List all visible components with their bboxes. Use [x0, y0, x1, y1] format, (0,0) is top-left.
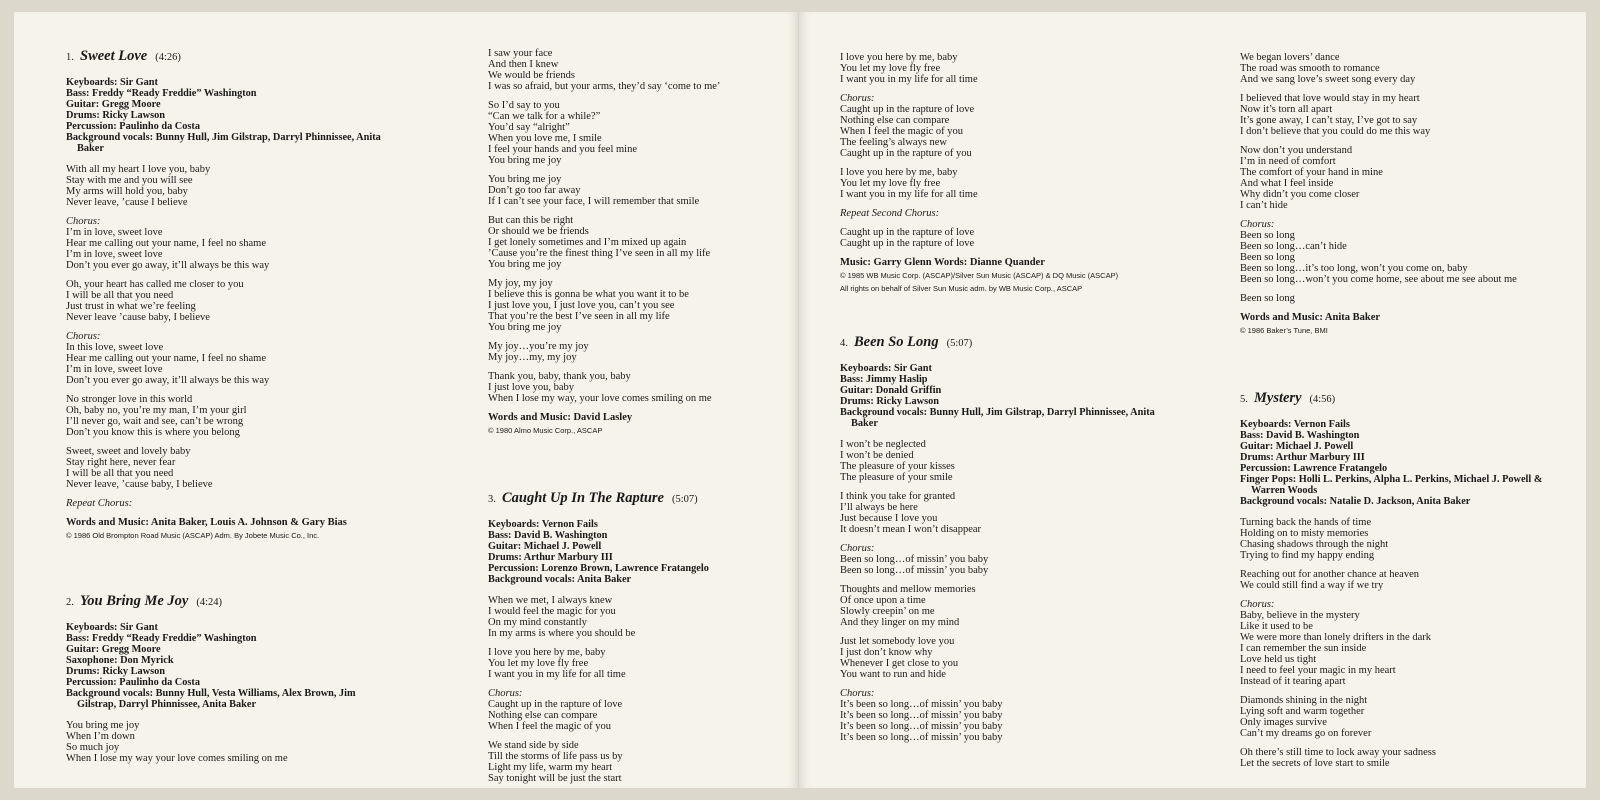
stanza — [66, 720, 396, 764]
credit-line: Percussion: Paulinho da Costa — [66, 121, 200, 132]
credit-line: Percussion: Lawrence Fratangelo — [1240, 463, 1388, 474]
song-header — [1240, 390, 1570, 407]
lyric-line: Stay right here, never fear — [66, 457, 176, 468]
stanza — [1240, 569, 1570, 591]
copyright-notice: All rights on behalf of Silver Sun Music adm. by WB Music Corp., ASCAP — [840, 284, 1083, 293]
lyric-line: I feel your hands and you feel mine — [488, 144, 637, 155]
song-title: You Bring Me Joy — [80, 593, 189, 609]
lyric-line: Never leave, ’cause I believe — [66, 197, 188, 208]
stanza — [1240, 52, 1570, 85]
credit-line: Guitar: Gregg Moore — [66, 644, 161, 655]
stanza — [1240, 93, 1570, 137]
lyric-line: I love you here by me, baby — [488, 647, 606, 658]
credit-line: Guitar: Gregg Moore — [66, 99, 161, 110]
credit-line: Background vocals: Bunny Hull, Jim Gilstrap, Darryl Phinnissee, Anita Baker — [66, 132, 381, 154]
song-header — [840, 334, 1170, 351]
credit-line: Background vocals: Bunny Hull, Jim Gilstrap, Darryl Phinnissee, Anita Baker — [840, 407, 1155, 429]
song-header — [66, 48, 396, 65]
lyric-line: When we met, I always knew — [488, 595, 613, 606]
column — [66, 48, 396, 778]
lyric-line: Reaching out for another chance at heaven — [1240, 569, 1419, 580]
stanza — [840, 208, 1170, 219]
lyric-line: Like it used to be — [1240, 621, 1313, 632]
lyric-line: ’Cause you’re the finest thing I’ve seen in all my life — [488, 248, 711, 259]
lyric-line: Caught up in the rapture of love — [488, 699, 623, 710]
lyric-line: It’s been so long…of missin’ you baby — [840, 710, 1003, 721]
lyric-line: Oh, baby no, you’re my man, I’m your girl — [66, 405, 247, 416]
lyric-line: Now it’s torn all apart — [1240, 104, 1333, 115]
stanza — [66, 216, 396, 271]
stanza — [488, 595, 799, 639]
stanza-label: Chorus: — [1240, 219, 1275, 230]
lyric-line: Hear me calling out your name, I feel no shame — [66, 353, 267, 364]
lyric-line: It doesn’t mean I won’t disappear — [840, 524, 982, 535]
stanza — [840, 543, 1170, 576]
lyric-line: I get lonely sometimes and I’m mixed up again — [488, 237, 687, 248]
lyric-line: “Can we talk for a while?” — [488, 111, 601, 122]
credit-line: Drums: Ricky Lawson — [66, 110, 165, 121]
lyric-line: That you’re the best I’ve seen in all my life — [488, 311, 670, 322]
lyric-line: It’s gone away, I can’t stay, I’ve got to say — [1240, 115, 1418, 126]
stanza — [840, 227, 1170, 249]
track-number: 5. — [1240, 394, 1248, 405]
lyric-line: Instead of it tearing apart — [1240, 676, 1346, 687]
lyric-line: I would feel the magic for you — [488, 606, 616, 617]
lyric-line: Whenever I get close to you — [840, 658, 959, 669]
lyric-line: I’m in love, sweet love — [66, 364, 163, 375]
lyric-line: The pleasure of your smile — [840, 472, 953, 483]
stanza-label: Chorus: — [840, 93, 875, 104]
stanza-label: Chorus: — [66, 331, 101, 342]
lyric-line: The feeling’s always new — [840, 137, 948, 148]
lyric-line: Slowly creepin’ on me — [840, 606, 935, 617]
credit-line: Keyboards: Sir Gant — [840, 363, 932, 374]
stanza-label: Repeat Second Chorus: — [840, 208, 940, 219]
lyric-line: Chasing shadows through the night — [1240, 539, 1389, 550]
lyric-line: You bring me joy — [488, 155, 562, 166]
lyric-line: You let my love fly free — [840, 178, 941, 189]
track-duration: (5:07) — [671, 494, 698, 505]
lyric-line: You’d say “alright” — [488, 122, 570, 133]
lyric-line: Just trust in what we’re feeling — [66, 301, 196, 312]
lyric-line: My arms will hold you, baby — [66, 186, 188, 197]
lyric-line: Nothing else can compare — [488, 710, 598, 721]
lyric-line: I will be all that you need — [66, 468, 174, 479]
lyric-line: I can’t hide — [1240, 200, 1288, 211]
stanza — [488, 740, 799, 784]
credit-line: Keyboards: Vernon Fails — [1240, 419, 1350, 430]
stanza — [1240, 747, 1570, 769]
lyric-line: Been so long…can’t hide — [1240, 241, 1347, 252]
track-duration: (4:26) — [155, 52, 181, 63]
song-header — [488, 490, 799, 507]
lyric-line: We began lovers’ dance — [1240, 52, 1340, 63]
song-title: Caught Up In The Rapture — [502, 490, 664, 506]
credit-line: Saxophone: Don Myrick — [66, 655, 174, 666]
lyric-line: We would be friends — [488, 70, 575, 81]
lyric-line: I believe this is gonna be what you want it to be — [488, 289, 689, 300]
stanza — [488, 174, 799, 207]
stanza — [66, 394, 396, 438]
lyric-line: The pleasure of your kisses — [840, 461, 955, 472]
lyric-line: I’ll never go, wait and see, can’t be wrong — [66, 416, 244, 427]
credits-list — [488, 519, 799, 585]
lyric-line: Caught up in the rapture of love — [840, 104, 975, 115]
lyric-line: I can remember the sun inside — [1240, 643, 1367, 654]
stanza — [840, 688, 1170, 743]
lyric-line: Only images survive — [1240, 717, 1327, 728]
song-mystery — [1240, 390, 1570, 769]
lyric-line: Never leave, ’cause baby, I believe — [66, 479, 213, 490]
lyric-line: In my arms is where you should be — [488, 628, 636, 639]
stanza — [1240, 145, 1570, 211]
lyric-line: When I feel the magic of you — [840, 126, 964, 137]
song-caught-up-in-the-rapture — [488, 490, 799, 784]
credit-line: Guitar: Donald Griffin — [840, 385, 942, 396]
lyric-line: I’m in need of comfort — [1240, 156, 1336, 167]
stanza-label: Repeat Chorus: — [66, 498, 133, 509]
lyric-line: Or should we be friends — [488, 226, 589, 237]
songwriter-credit: Words and Music: Anita Baker, Louis A. Johnson & Gary Bias — [66, 517, 347, 528]
lyric-line: Don’t you ever go away, it’ll always be this way — [66, 260, 270, 271]
stanza — [1240, 293, 1570, 304]
lyric-line: Light my life, warm my heart — [488, 762, 613, 773]
stanza — [66, 279, 396, 323]
lyric-line: I will be all that you need — [66, 290, 174, 301]
lyric-line: So I’d say to you — [488, 100, 560, 111]
stanza — [1240, 599, 1570, 687]
lyric-line: In this love, sweet love — [66, 342, 164, 353]
songwriter-credit: Words and Music: Anita Baker — [1240, 312, 1381, 323]
lyric-line: Been so long…it’s too long, won’t you come on, baby — [1240, 263, 1468, 274]
credits-list — [66, 77, 396, 154]
lyric-line: My joy…you’re my joy — [488, 341, 589, 352]
song-title: Sweet Love — [80, 48, 148, 64]
stanza-label: Chorus: — [1240, 599, 1275, 610]
lyric-line: Been so long — [1240, 293, 1295, 304]
stanza-label: Chorus: — [66, 216, 101, 227]
lyric-line: Been so long — [1240, 252, 1295, 263]
lyric-line: Say tonight will be just the start — [488, 773, 622, 784]
lyric-line: Don’t go too far away — [488, 185, 581, 196]
lyric-line: And what I feel inside — [1240, 178, 1334, 189]
lyric-line: Nothing else can compare — [840, 115, 950, 126]
lyric-line: I love you here by me, baby — [840, 52, 958, 63]
song-title: Been So Long — [854, 334, 939, 350]
lyric-line: Just let somebody love you — [840, 636, 955, 647]
credit-line: Drums: Ricky Lawson — [840, 396, 939, 407]
stanza — [1240, 517, 1570, 561]
lyric-line: I’ll always be here — [840, 502, 918, 513]
song-you-bring-me-joy-continued — [488, 48, 799, 436]
stanza — [840, 439, 1170, 483]
copyright-notice: © 1980 Almo Music Corp., ASCAP — [488, 426, 603, 435]
stanza — [488, 341, 799, 363]
column — [488, 48, 799, 788]
lyric-line: Hear me calling out your name, I feel no shame — [66, 238, 267, 249]
lyric-line: It’s been so long…of missin’ you baby — [840, 732, 1003, 743]
song-been-so-long-continued — [1240, 52, 1570, 336]
lyric-line: You bring me joy — [488, 259, 562, 270]
stanza — [66, 331, 396, 386]
lyric-line: When I’m down — [66, 731, 135, 742]
stanza — [840, 491, 1170, 535]
lyric-line: Thoughts and mellow memories — [840, 584, 976, 595]
lyric-line: I want you in my life for all time — [488, 669, 626, 680]
right-page — [799, 12, 1586, 788]
lyric-line: Let the secrets of love start to smile — [1240, 758, 1390, 769]
song-sweet-love — [66, 48, 396, 541]
lyric-line: Lying soft and warm together — [1240, 706, 1365, 717]
credits-list — [66, 622, 396, 710]
stanza — [1240, 219, 1570, 285]
stanza — [488, 371, 799, 404]
lyric-line: I don’t believe that you could do me this way — [1240, 126, 1431, 137]
stanza — [840, 52, 1170, 85]
credit-line: Background vocals: Bunny Hull, Vesta Williams, Alex Brown, Jim Gilstrap, Darryl Phinnissee, Anita Baker — [66, 688, 356, 710]
lyric-line: On my mind constantly — [488, 617, 587, 628]
lyric-line: Caught up in the rapture of you — [840, 148, 972, 159]
lyric-line: So much joy — [66, 742, 120, 753]
lyric-line: I just don’t know why — [840, 647, 933, 658]
lyric-line: Holding on to misty memories — [1240, 528, 1369, 539]
stanza — [840, 167, 1170, 200]
lyric-line: Caught up in the rapture of love — [840, 238, 975, 249]
lyric-line: The comfort of your hand in mine — [1240, 167, 1383, 178]
lyric-line: Oh, your heart has called me closer to you — [66, 279, 244, 290]
lyric-line: Baby, believe in the mystery — [1240, 610, 1360, 621]
lyric-line: I think you take for granted — [840, 491, 956, 502]
songwriter-credit: Music: Garry Glenn Words: Dianne Quander — [840, 257, 1045, 268]
stanza — [488, 647, 799, 680]
lyric-line: Been so long — [1240, 230, 1295, 241]
credit-line: Bass: Freddy “Ready Freddie” Washington — [66, 633, 257, 644]
lyric-line: And we sang love’s sweet song every day — [1240, 74, 1416, 85]
track-duration: (5:07) — [946, 338, 973, 349]
lyric-line: When I lose my way, your love comes smiling on me — [488, 393, 712, 404]
lyric-line: We stand side by side — [488, 740, 579, 751]
lyric-line: Caught up in the rapture of love — [840, 227, 975, 238]
lyric-line: You bring me joy — [488, 322, 562, 333]
lyric-line: Just because I love you — [840, 513, 938, 524]
lyric-line: Why didn’t you come closer — [1240, 189, 1360, 200]
credit-line: Drums: Arthur Marbury III — [488, 552, 613, 563]
stanza — [840, 584, 1170, 628]
lyric-line: You want to run and hide — [840, 669, 946, 680]
track-number: 2. — [66, 597, 74, 608]
lyric-line: And they linger on my mind — [840, 617, 960, 628]
lyric-line: We could still find a way if we try — [1240, 580, 1384, 591]
lyric-line: Been so long…of missin’ you baby — [840, 554, 989, 565]
credit-line: Percussion: Lorenzo Brown, Lawrence Fratangelo — [488, 563, 709, 574]
credit-line: Percussion: Paulinho da Costa — [66, 677, 200, 688]
lyric-line: When you love me, I smile — [488, 133, 602, 144]
lyric-line: The road was smooth to romance — [1240, 63, 1380, 74]
lyric-line: No stronger love in this world — [66, 394, 193, 405]
credit-line: Keyboards: Sir Gant — [66, 622, 158, 633]
lyric-line: Never leave ’cause baby, I believe — [66, 312, 210, 323]
lyric-line: My joy, my joy — [488, 278, 553, 289]
stanza-label: Chorus: — [840, 688, 875, 699]
lyric-line: Till the storms of life pass us by — [488, 751, 623, 762]
lyric-line: Diamonds shining in the night — [1240, 695, 1368, 706]
track-duration: (4:56) — [1309, 394, 1336, 405]
lyric-line: It’s been so long…of missin’ you baby — [840, 721, 1003, 732]
track-number: 4. — [840, 338, 848, 349]
stanza — [488, 215, 799, 270]
lyric-line: I saw your face — [488, 48, 553, 59]
copyright-notice: © 1985 WB Music Corp. (ASCAP)/Silver Sun Music (ASCAP) & DQ Music (ASCAP) — [840, 271, 1119, 280]
credit-line: Finger Pops: Holli L. Perkins, Alpha L. Perkins, Michael J. Powell & Warren Woods — [1240, 474, 1543, 496]
credit-line: Keyboards: Sir Gant — [66, 77, 158, 88]
copyright-notice: © 1986 Old Brompton Road Music (ASCAP) Adm. By Jobete Music Co., Inc. — [66, 531, 320, 540]
left-page — [14, 12, 799, 788]
lyric-line: You let my love fly free — [840, 63, 941, 74]
track-number: 1. — [66, 52, 74, 63]
lyric-line: Been so long…of missin’ you baby — [840, 565, 989, 576]
song-header — [66, 593, 396, 610]
lyric-line: You let my love fly free — [488, 658, 589, 669]
lyric-line: You bring me joy — [488, 174, 562, 185]
credit-line: Bass: Jimmy Haslip — [840, 374, 928, 385]
stanza — [66, 498, 396, 509]
lyric-line: I love you here by me, baby — [840, 167, 958, 178]
lyric-line: If I can’t see your face, I will remember that smile — [488, 196, 700, 207]
lyric-line: Trying to find my happy ending — [1240, 550, 1375, 561]
credit-line: Background vocals: Natalie D. Jackson, Anita Baker — [1240, 496, 1471, 507]
credit-line: Bass: Freddy “Ready Freddie” Washington — [66, 88, 257, 99]
stanza — [488, 48, 799, 92]
credit-line: Drums: Arthur Marbury III — [1240, 452, 1365, 463]
lyric-line: Now don’t you understand — [1240, 145, 1353, 156]
stanza — [840, 93, 1170, 159]
lyric-line: Don’t you know this is where you belong — [66, 427, 240, 438]
track-number: 3. — [488, 494, 496, 505]
stanza-label: Chorus: — [840, 543, 875, 554]
lyric-line: Can’t my dreams go on forever — [1240, 728, 1372, 739]
lyric-line: I won’t be denied — [840, 450, 914, 461]
stanza — [840, 636, 1170, 680]
lyric-line: It’s been so long…of missin’ you baby — [840, 699, 1003, 710]
track-duration: (4:24) — [196, 597, 223, 608]
lyric-line: Stay with me and you will see — [66, 175, 193, 186]
song-been-so-long — [840, 334, 1170, 743]
column — [840, 52, 1170, 757]
lyric-line: Oh there’s still time to lock away your sadness — [1240, 747, 1436, 758]
stanza — [488, 100, 799, 166]
stanza — [488, 688, 799, 732]
lyric-line: When I lose my way your love comes smiling on me — [66, 753, 288, 764]
lyric-line: You bring me joy — [66, 720, 140, 731]
lyric-line: Thank you, baby, thank you, baby — [488, 371, 631, 382]
credit-line: Bass: David B. Washington — [1240, 430, 1360, 441]
credit-line: Drums: Ricky Lawson — [66, 666, 165, 677]
stanza — [488, 278, 799, 333]
credit-line: Background vocals: Anita Baker — [488, 574, 632, 585]
copyright-notice: © 1986 Baker’s Tune, BMI — [1240, 326, 1328, 335]
stanza — [1240, 695, 1570, 739]
credit-line: Guitar: Michael J. Powell — [488, 541, 602, 552]
lyric-line: I won’t be neglected — [840, 439, 926, 450]
lyric-line: And then I knew — [488, 59, 559, 70]
lyric-line: When I feel the magic of you — [488, 721, 612, 732]
lyric-line: I want you in my life for all time — [840, 189, 978, 200]
credit-line: Guitar: Michael J. Powell — [1240, 441, 1354, 452]
credits-list — [840, 363, 1170, 429]
lyric-line: I just love you, baby — [488, 382, 575, 393]
lyric-line: I just love you, I just love you, can’t you see — [488, 300, 675, 311]
credits-list — [1240, 419, 1570, 507]
stanza — [66, 164, 396, 208]
lyric-line: I need to feel your magic in my heart — [1240, 665, 1396, 676]
credit-line: Bass: David B. Washington — [488, 530, 608, 541]
lyric-line: Of once upon a time — [840, 595, 926, 606]
lyric-line: With all my heart I love you, baby — [66, 164, 211, 175]
lyric-line: Don’t you ever go away, it’ll always be this way — [66, 375, 270, 386]
lyric-line: But can this be right — [488, 215, 574, 226]
lyric-line: I’m in love, sweet love — [66, 227, 163, 238]
song-caught-up-in-the-rapture-continued — [840, 52, 1170, 294]
song-title: Mystery — [1254, 390, 1302, 406]
credit-line: Keyboards: Vernon Fails — [488, 519, 598, 530]
lyric-line: Sweet, sweet and lovely baby — [66, 446, 191, 457]
songwriter-credit: Words and Music: David Lasley — [488, 412, 633, 423]
song-you-bring-me-joy — [66, 593, 396, 764]
lyric-line: I was so afraid, but your arms, they’d say ‘come to me’ — [488, 81, 721, 92]
lyric-line: My joy…my, my joy — [488, 352, 577, 363]
lyric-line: Turning back the hands of time — [1240, 517, 1372, 528]
lyric-line: Been so long…won’t you come home, see about me see about me — [1240, 274, 1517, 285]
stanza — [66, 446, 396, 490]
lyric-line: Love held us tight — [1240, 654, 1317, 665]
lyric-line: I’m in love, sweet love — [66, 249, 163, 260]
lyric-line: We were more than lonely drifters in the dark — [1240, 632, 1431, 643]
lyric-line: I want you in my life for all time — [840, 74, 978, 85]
column — [1240, 52, 1570, 783]
stanza-label: Chorus: — [488, 688, 523, 699]
lyric-line: I believed that love would stay in my heart — [1240, 93, 1420, 104]
